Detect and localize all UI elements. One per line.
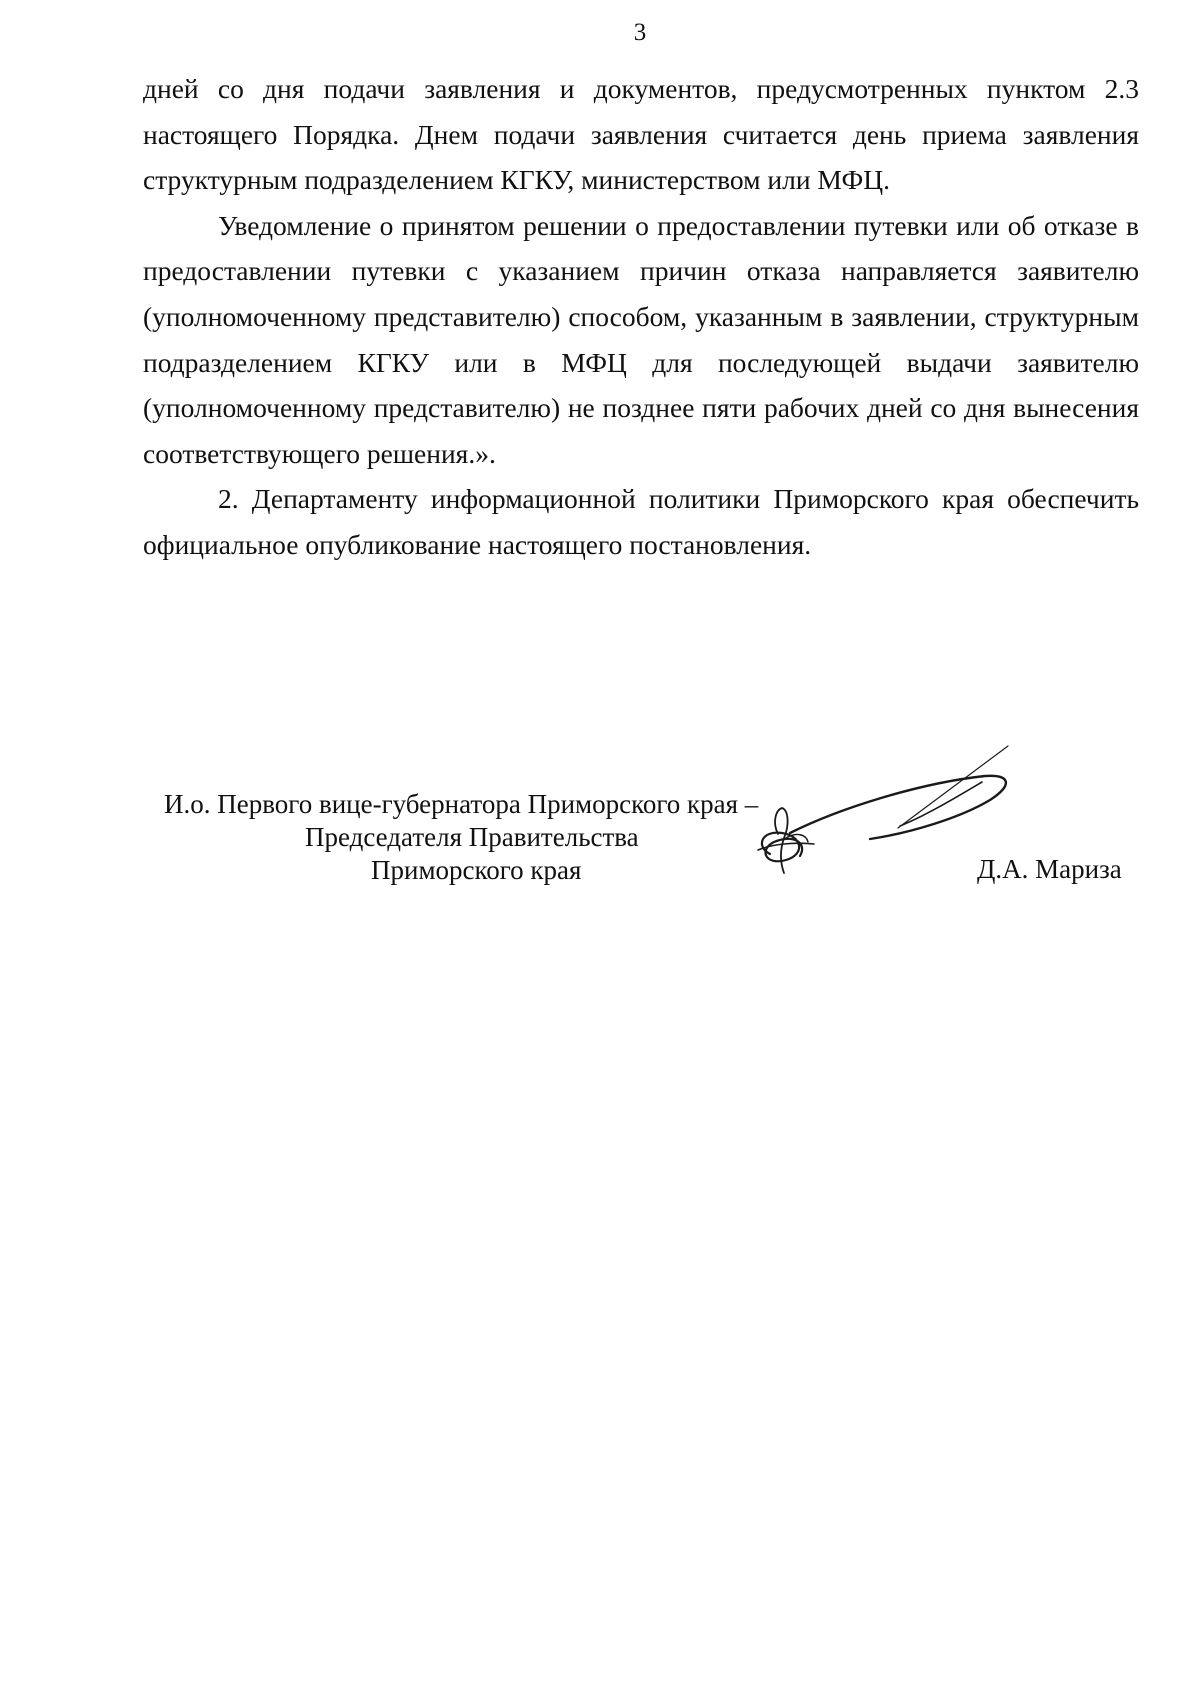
paragraph-notification: Уведомление о принятом решении о предоставлении путевки или об отказе в предоставлении путевки с указанием причин отказа направляется заявителю (уполномоченному представителю) способом, указанным в заявлении, структурным подразделением КГКУ или в МФЦ для последующей выдачи заявителю (уполномоченному представителю) не позднее пяти рабочих дней со дня вынесения соответствующего решения.».: [143, 209, 1139, 469]
signer-position-line-2: Председателя Правительства: [305, 822, 639, 852]
signer-name: Д.А. Мариза: [977, 854, 1122, 884]
paragraph-continuation: дней со дня подачи заявления и документов, предусмотренных пунктом 2.3 настоящего Порядка. Днем подачи заявления считается день приема заявления структурным подразделением КГКУ, министерством или МФЦ.: [143, 73, 1139, 196]
signer-position-line-3: Приморского края: [371, 855, 582, 885]
signature-position-block: [150, 788, 830, 887]
paragraph-item-2: 2. Департаменту информационной политики Приморского края обеспечить официальное опубликование настоящего постановления.: [143, 483, 1139, 560]
document-body: [143, 66, 1139, 568]
page-number: 3: [633, 19, 647, 46]
signer-position-line-1: И.о. Первого вице-губернатора Приморского края –: [164, 789, 759, 819]
